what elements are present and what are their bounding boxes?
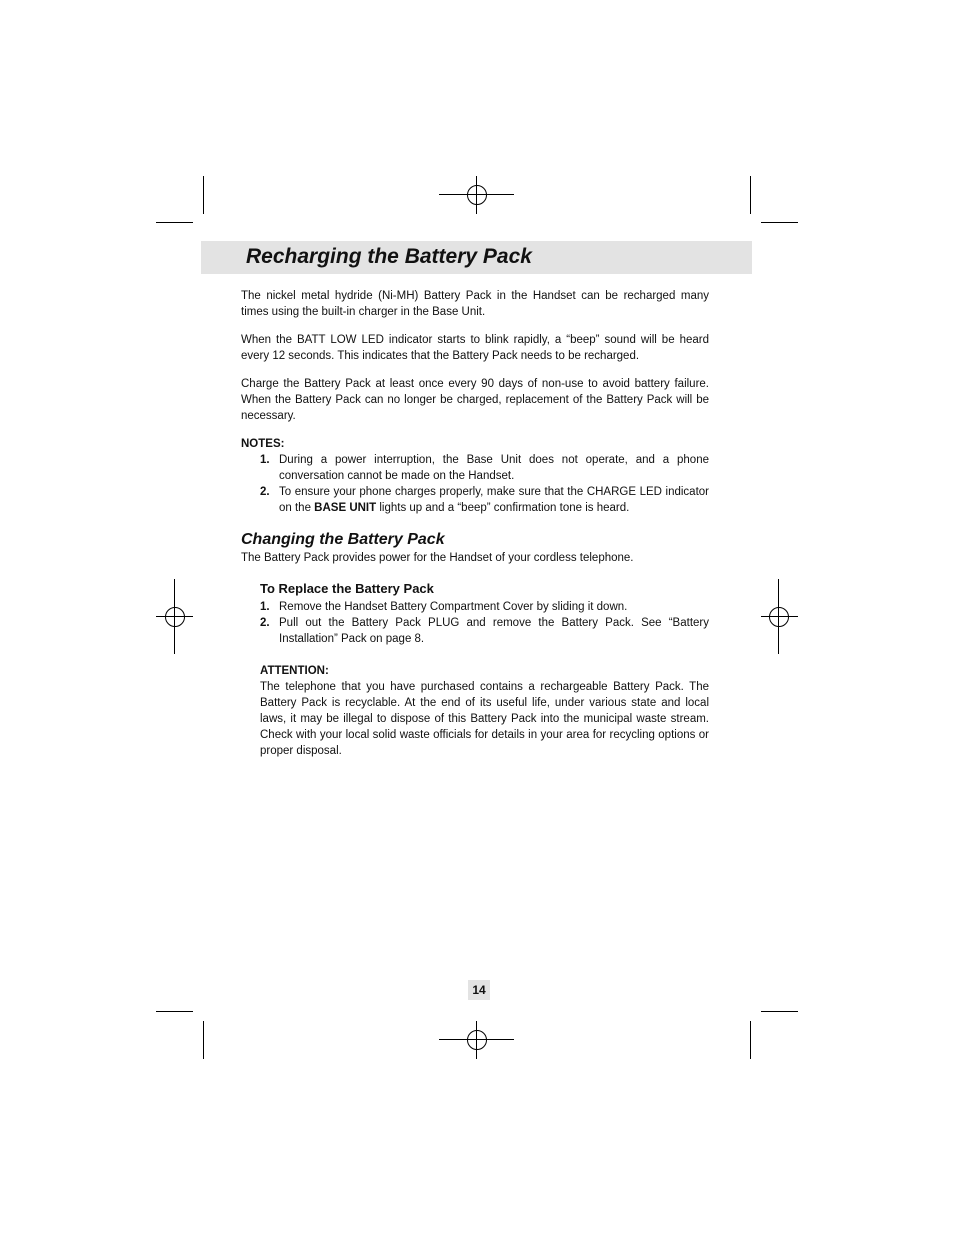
replace-item-number: 2. [260,617,270,629]
crop-mark-bottom-right-vertical [750,1021,751,1059]
replace-heading: To Replace the Battery Pack [260,581,434,596]
crop-mark-bottom-left-vertical [203,1021,204,1059]
replace-item-text: Remove the Handset Battery Compartment Cover by sliding it down. [279,601,628,613]
replace-item-number: 1. [260,601,270,613]
crop-mark-top-left-vertical [203,176,204,214]
replace-list [241,599,709,647]
replace-item-2 [241,615,709,647]
registration-bottom-circle-icon [467,1030,487,1050]
notes-item-text-bold: BASE UNIT [314,502,377,514]
replace-item-text: Pull out the Battery Pack PLUG and remove the Battery Pack. See “Battery Installation” Pack on page 8. [279,617,709,645]
crop-mark-top-right-vertical [750,176,751,214]
changing-heading: Changing the Battery Pack [241,531,445,548]
intro-paragraph-1: The nickel metal hydride (Ni-MH) Battery Pack in the Handset can be recharged many times using the built-in charger in the Base Unit. [241,290,709,318]
page-title: Recharging the Battery Pack [246,245,532,268]
notes-item-1 [241,452,709,484]
intro-paragraph-3: Charge the Battery Pack at least once every 90 days of non-use to avoid battery failure. When the Battery Pack can no longer be charged, replacement of the Battery Pack will be necessary. [241,378,709,422]
registration-left-circle-icon [165,607,185,627]
notes-list [241,452,709,516]
attention-text: The telephone that you have purchased contains a rechargeable Battery Pack. The Battery Pack is recyclable. At the end of its useful life, under various state and local laws, it may be illegal to dispose of this Battery Pack into the municipal waste stream. Check with your local solid waste officials for details in your area for recycling options or proper disposal. [260,681,709,757]
registration-right-circle-icon [769,607,789,627]
notes-item-2 [241,484,709,516]
replace-item-1 [241,599,709,615]
crop-mark-top-left-horizontal [156,222,193,223]
crop-mark-bottom-right-horizontal [761,1011,798,1012]
main-content [241,288,709,759]
attention-label: ATTENTION: [260,665,329,677]
crop-mark-top-right-horizontal [761,222,798,223]
registration-top-circle-icon [467,185,487,205]
changing-text: The Battery Pack provides power for the Handset of your cordless telephone. [241,552,634,564]
intro-paragraph-2: When the BATT LOW LED indicator starts to blink rapidly, a “beep” sound will be heard every 12 seconds. This indicates that the Battery Pack needs to be recharged. [241,334,709,362]
notes-item-text-post: lights up and a “beep” confirmation tone is heard. [376,502,630,514]
notes-label: NOTES: [241,438,285,450]
page-number: 14 [468,980,490,1000]
notes-item-text: During a power interruption, the Base Unit does not operate, and a phone conversation cannot be made on the Handset. [279,454,709,482]
crop-mark-bottom-left-horizontal [156,1011,193,1012]
notes-item-number: 2. [260,486,270,498]
notes-item-number: 1. [260,454,270,466]
notes-item-text-pre: To ensure your phone charges properly, make sure that the CHARGE LED indicator on the [279,486,709,514]
